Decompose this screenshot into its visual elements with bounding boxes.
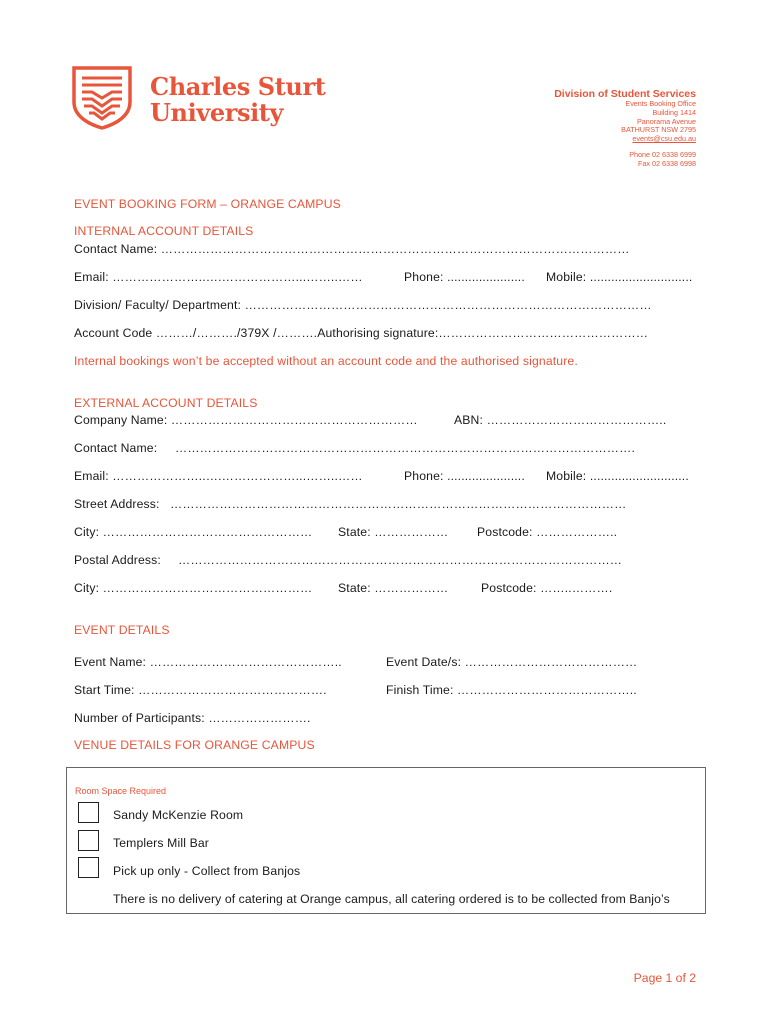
option-label-templers-mill: Templers Mill Bar [113,836,210,850]
internal-contact-name-field[interactable]: Contact Name: …………………………………………………………………………………………………… [74,242,630,256]
external-postal-field[interactable]: ……………………………………………………………………………………………… [178,553,623,567]
checkbox-sandy-mckenzie[interactable] [78,802,99,823]
office-phone: Phone 02 6338 6999 [629,150,696,159]
internal-mobile-field[interactable]: Mobile: ............................. [546,270,693,284]
external-street-label: Street Address: [74,497,160,511]
external-mobile-field[interactable]: Mobile: ............................ [546,469,689,483]
external-state-field[interactable]: State: ……………… [338,525,449,539]
division-title: Division of Student Services [554,88,696,100]
event-finish-time-field[interactable]: Finish Time: …………………………………….. [386,683,637,697]
event-dates-field[interactable]: Event Date/s: …………………………………… [386,655,638,669]
office-street: Panorama Avenue [636,117,696,126]
internal-warning: Internal bookings won’t be accepted without an account code and the authorised signature. [74,354,578,368]
external-contact-label: Contact Name: [74,441,158,455]
internal-division-field[interactable]: Division/ Faculty/ Department: ……………………………………………………………………………………… [74,298,652,312]
external-street-field[interactable]: ………………………………………………………………………………………………… [170,497,627,511]
csu-shield-logo [72,66,132,130]
venue-heading: VENUE DETAILS FOR ORANGE CAMPUS [74,738,315,752]
event-start-time-field[interactable]: Start Time: ………………………………………. [74,683,327,697]
external-postal-label: Postal Address: [74,553,161,567]
external-postal-postcode-field[interactable]: Postcode: ……..………. [481,581,613,595]
office-email-link[interactable]: events@csu.edu.au [632,134,696,143]
event-name-field[interactable]: Event Name: ……………………………………….. [74,655,342,669]
external-postal-state-field[interactable]: State: ……………… [338,581,449,595]
external-phone-field[interactable]: Phone: ...................... [404,469,525,483]
logo-text-line2: University [150,98,284,127]
event-participants-field[interactable]: Number of Participants: ……………………. [74,711,311,725]
external-email-field[interactable]: Email: …………………..….………………...……..…… [74,469,363,483]
event-heading: EVENT DETAILS [74,623,170,637]
office-fax: Fax 02 6338 6998 [638,159,696,168]
venue-options-box [66,767,706,914]
logo-text-line1: Charles Sturt [150,72,326,101]
external-company-field[interactable]: Company Name: …………………………………………………… [74,413,418,427]
internal-phone-field[interactable]: Phone: ...................... [404,270,525,284]
option-label-sandy-mckenzie: Sandy McKenzie Room [113,808,244,822]
internal-email-field[interactable]: Email: …………………..….………………...……..…… [74,270,363,284]
checkbox-templers-mill[interactable] [78,830,99,851]
page-number: Page 1 of 2 [633,971,696,985]
external-postcode-field[interactable]: Postcode: ……………….. [477,525,618,539]
external-city-field[interactable]: City: …………………………………………… [74,525,313,539]
form-title: EVENT BOOKING FORM – ORANGE CAMPUS [74,197,341,211]
internal-heading: INTERNAL ACCOUNT DETAILS [74,224,254,238]
external-postal-city-field[interactable]: City: …………………………………………… [74,581,313,595]
room-space-label: Room Space Required [75,786,167,796]
catering-note: There is no delivery of catering at Orange campus, all catering ordered is to be collected from Banjo’s [113,892,670,906]
external-abn-field[interactable]: ABN: …………………………………….. [454,413,667,427]
office-building: Building 1414 [652,108,696,117]
external-heading: EXTERNAL ACCOUNT DETAILS [74,396,258,410]
office-city: BATHURST NSW 2795 [621,125,696,134]
office-name: Events Booking Office [625,99,696,108]
internal-account-code-field[interactable]: Account Code ………/………./379X /……….Authorising signature:…………………………………………… [74,326,649,340]
option-label-pickup-only: Pick up only - Collect from Banjos [113,864,301,878]
checkbox-pickup-only[interactable] [78,857,99,878]
external-contact-field[interactable]: …………………………………………………………………………………………………. [175,441,636,455]
